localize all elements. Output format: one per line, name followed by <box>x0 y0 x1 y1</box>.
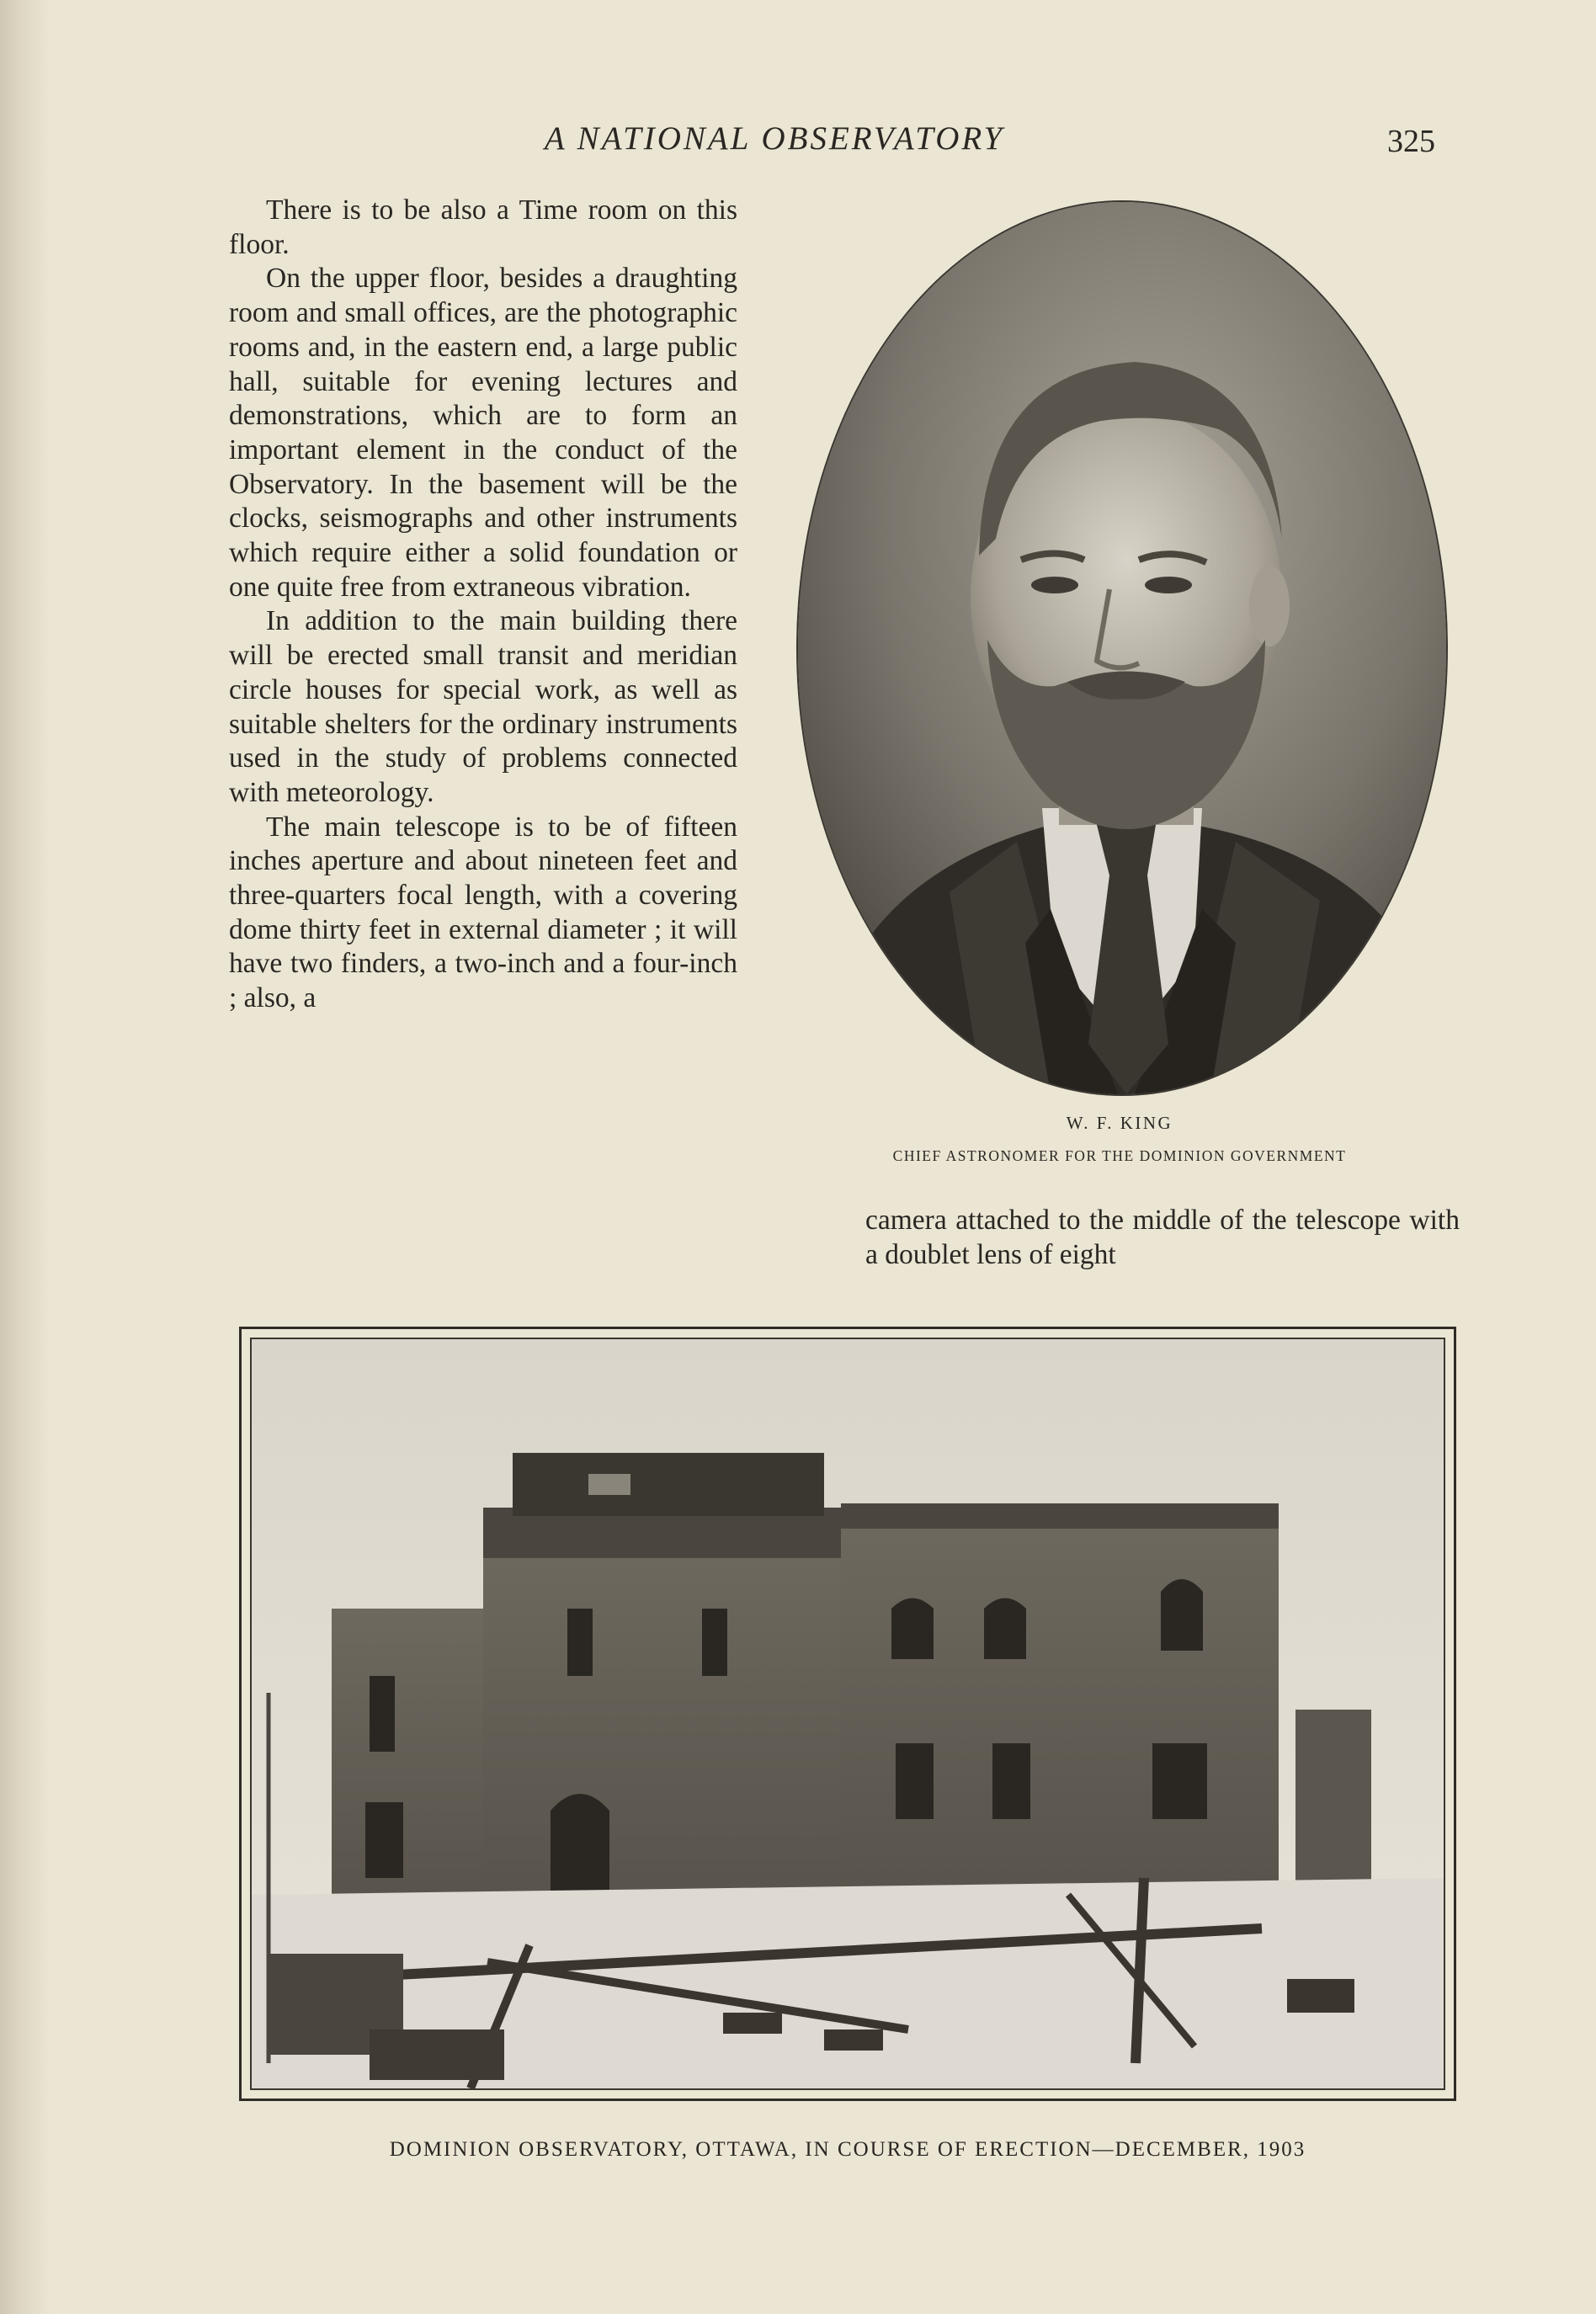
portrait-title: CHIEF ASTRONOMER FOR THE DOMINION GOVERNMENT <box>892 1147 1347 1164</box>
portrait-illustration <box>798 202 1446 1094</box>
page-number: 325 <box>1387 124 1435 159</box>
paragraph: On the upper floor, besides a draughting room and small offices, are the photographic rooms and, in the eastern end, a large public hall, suitable for evening lectures and demonstrations, which are to form an important element in the conduct of the Observatory. In the basement will be the clocks, seismographs and other instruments which require either a solid foundation or one quite free from extraneous vibration. <box>229 263 737 603</box>
right-column <box>865 1204 1460 1272</box>
left-column <box>229 194 737 1016</box>
paragraph: The main telescope is to be of fifteen inches aperture and about nineteen feet and three-quarters focal length, with a covering dome thirty feet in external diameter ; it will have two finders, a two-inch and a four-inch ; also, a <box>229 811 737 1014</box>
paragraph: camera attached to the middle of the telescope with a doublet lens of eight <box>865 1205 1460 1270</box>
page-gutter-shadow <box>0 0 51 2314</box>
paragraph: In addition to the main building there will be erected small transit and meridian circle houses for special work, as well as suitable shelters for the ordinary instruments used in the study of problems connected with meteorology. <box>229 605 737 808</box>
portrait-photo <box>798 202 1446 1094</box>
running-head: A NATIONAL OBSERVATORY <box>544 120 1005 157</box>
portrait-name: W. F. KING <box>1066 1113 1173 1133</box>
observatory-photo <box>250 1338 1445 2090</box>
photo-plate-frame <box>239 1327 1456 2101</box>
plate-caption: DOMINION OBSERVATORY, OTTAWA, IN COURSE OF ERECTION—DECEMBER, 1903 <box>389 2138 1306 2161</box>
paragraph: There is to be also a Time room on this floor. <box>229 194 737 260</box>
observatory-illustration <box>252 1339 1445 2090</box>
